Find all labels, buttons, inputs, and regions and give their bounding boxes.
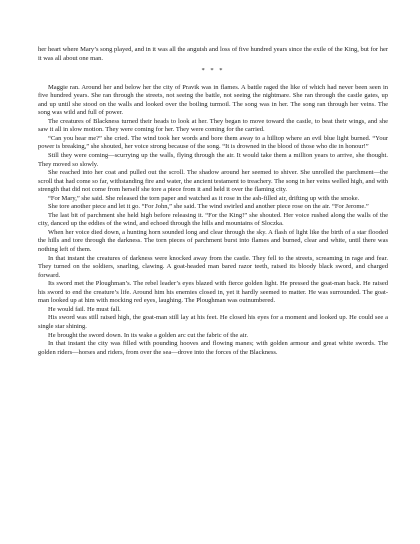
paragraph: “For Mary,” she said. She released the torn paper and watched as it rose in the ash-filled air, drifting up with the smoke. (48, 194, 360, 202)
paragraph: She reached into her coat and pulled out the scroll. The shadow around her seemed to shiver. She unrolled the parchment—the scroll that had come so far, withstanding fire and water, the ancient testament to treachery. The song in her veins welled high, and with strength that did not come from herself she tore a piece from it and held it over the flaming city. (38, 169, 389, 194)
paragraph: In that instant the creatures of darkness were knocked away from the castle. They fell to the streets, screaming in rage and fear. They turned on the soldiers, snarling, clawing. A goat-headed man bared razor teeth, raised its bloody black sword, and charged forward. (38, 254, 388, 279)
paragraph: He brought the sword down. In its wake a golden arc cut the fabric of the air. (48, 331, 248, 339)
paragraph: When her voice died down, a hunting horn sounded long and clear through the sky. A flash of light like the birth of a star flooded the hills and tore through the darkness. The torn pieces of parchment burst into flames and burned, clear and white, until there was nothing left of them. (38, 228, 388, 254)
document-page (38, 46, 388, 357)
paragraph: The last bit of parchment she held high before releasing it. “For the King!” she shouted. Her voice rushed along the walls of the city, danced up the eddies of the wind, and echoed through the hills and mountains of Sloczka. (38, 211, 388, 228)
paragraph: He would fail. He must fall. (48, 305, 121, 313)
paragraph: The creatures of Blackness turned their heads to look at her. They began to move toward the castle, to beat their wings, and she saw it all in slow motion. They were coming for her. They were coming for the carried. (38, 117, 388, 134)
paragraph: His sword was still raised high, the goat-man still lay at his feet. He closed his eyes for a moment and looked up. He could see a single star shining. (38, 314, 388, 330)
paragraph: Maggie ran. Around her and below her the city of Pravik was in flames. A battle raged the like of which had never been seen in five hundred years. She ran through the streets, not seeing the battle, not seeing the nightmare. She ran through the castle gates, up and up until she stood on the walls and looked over the boiling turmoil. The song was in her. The song ran through her veins. The song was wild and full of power. (38, 83, 388, 117)
paragraph: “Can you hear me?” she cried. The wind took her words and bore them away to a hilltop where an evil blue light burned. “Your power is breaking,” she shouted, her voice strong because of the song. “It is drowned in the blood of those who die in honour!” (38, 134, 388, 151)
opening-paragraph: her heart where Mary’s song played, and in it was all the anguish and loss of five hundred years since the exile of the King, but for her it was all about one man. (38, 46, 388, 62)
paragraph: Its sword met the Ploughman’s. The rebel leader’s eyes blazed with fierce golden light. He pressed the goat-man back. He raised his sword to end the creature’s life. Around him his enemies closed in, yet it hardly seemed to matter. He was surrounded. The goat-man looked up at him with mocking red eyes, laughing. The Ploughman was outnumbered. (38, 280, 388, 305)
paragraph: Still they were coming—scurrying up the walls, flying through the air. It would take them a million years to arrive, she thought. They moved so slowly. (38, 152, 388, 168)
section-separator: * * * (201, 67, 225, 75)
paragraph: In that instant the city was filled with pounding hooves and flowing manes; with golden armour and great white swords. The golden riders—horses and riders, from over the sea—drove into the forces of the Blackness. (38, 340, 388, 356)
paragraph: She tore another piece and let it go. “For John,” she said. The wind swirled and another piece rose on the air. “For Jerome.” (48, 203, 369, 211)
